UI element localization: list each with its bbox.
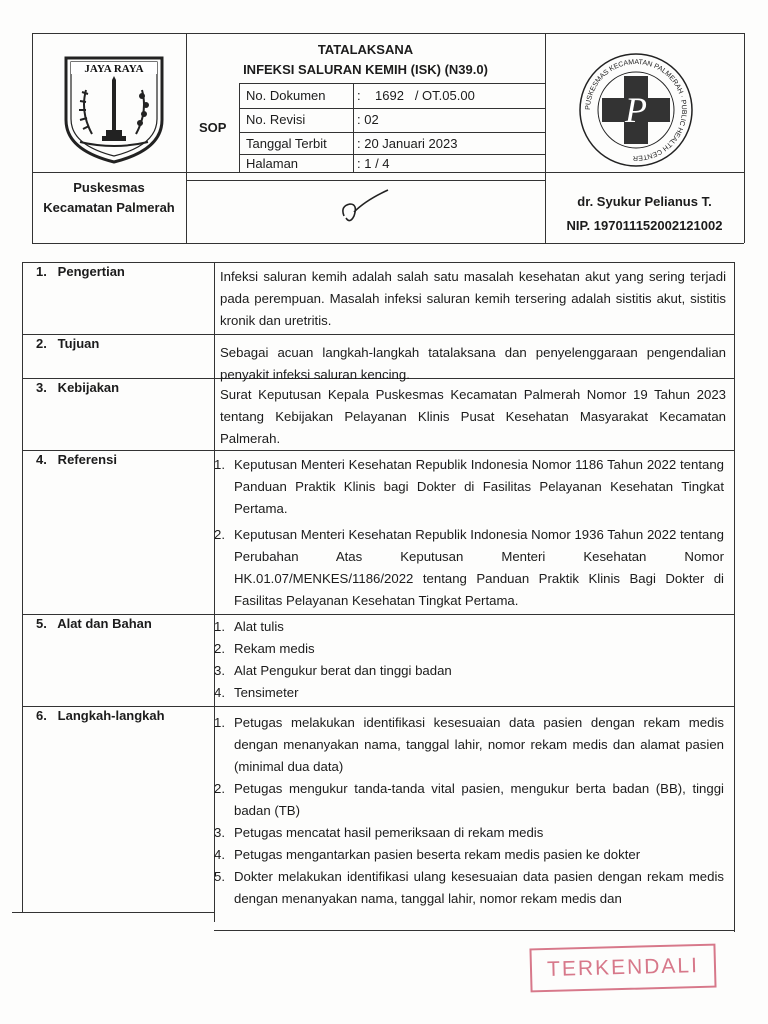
- list-item: 4. Tensimeter: [214, 685, 299, 700]
- signer-nip: NIP. 197011152002121002: [566, 218, 723, 233]
- doc-title-line2: INFEKSI SALURAN KEMIH (ISK) (N39.0): [243, 62, 488, 77]
- list-item: 2. Rekam medis: [214, 641, 315, 656]
- meta-value-halaman: : 1 / 4: [357, 156, 390, 171]
- terkendali-stamp: TERKENDALI: [529, 944, 716, 993]
- svg-text:PUSKESMAS KECAMATAN PALMERAH ·: PUSKESMAS KECAMATAN PALMERAH · PUBLIC HEALTH CENTER: [584, 58, 688, 162]
- signature-mark: [336, 186, 396, 235]
- section-langkah-label: 6. Langkah-langkah: [36, 708, 165, 723]
- doc-title-line1: TATALAKSANA: [317, 42, 414, 57]
- meta-label-tanggal: Tanggal Terbit: [246, 136, 327, 151]
- list-item: 5. Dokter melakukan identifikasi ulang kesesuaian data pasien dengan rekam medis dengan menanyakan nama, tanggal lahir, nomor rekam medis dan: [214, 869, 724, 906]
- meta-label-revisi: No. Revisi: [246, 112, 306, 127]
- list-item: 3. Petugas mencatat hasil pemeriksaan di rekam medis: [214, 825, 544, 840]
- list-item: 1. Petugas melakukan identifikasi kesesuaian data pasien dengan rekam medis dengan menanyakan nama, tanggal lahir, nomor rekam medis dan alamat pasien (minimal dua data): [214, 715, 724, 774]
- list-item: 3. Alat Pengukur berat dan tinggi badan: [214, 663, 452, 678]
- section-pengertian-label: 1. Pengertian: [36, 264, 125, 279]
- alat-list: [214, 616, 724, 704]
- puskesmas-palmerah-logo: [576, 50, 696, 170]
- list-item: 1. Alat tulis: [214, 619, 284, 634]
- meta-value-dokumen: : 1692 / OT.05.00: [357, 88, 475, 103]
- langkah-list: [214, 712, 724, 910]
- list-item: 4. Petugas mengantarkan pasien beserta rekam medis pasien ke dokter: [214, 847, 641, 862]
- section-kebijakan-label: 3. Kebijakan: [36, 380, 120, 395]
- referensi-list: [214, 454, 724, 612]
- meta-value-tanggal: : 20 Januari 2023: [357, 136, 458, 151]
- svg-text:P: P: [625, 90, 647, 130]
- meta-value-revisi: : 02: [357, 112, 379, 127]
- org-name: Puskesmas Kecamatan Palmerah: [43, 180, 175, 215]
- list-item: 2. Keputusan Menteri Kesehatan Republik Indonesia Nomor 1936 Tahun 2022 tentang Perubahan Atas Keputusan Menteri Kesehatan Nomor HK.01.07/MENKES/1186/2022 tentang Panduan Praktik Klinis Bagi Dokter di Fasilitas Pelayanan Kesehatan Tingkat Pertama.: [214, 527, 724, 608]
- jaya-raya-logo: [58, 50, 170, 166]
- section-tujuan-text: Sebagai acuan langkah-langkah tatalaksana dan penyelenggaraan pengendalian penyakit infeksi saluran kencing.: [220, 345, 726, 382]
- list-item: 1. Keputusan Menteri Kesehatan Republik Indonesia Nomor 1186 Tahun 2022 tentang Panduan Praktik Klinis bagi Dokter di Fasilitas Pelayanan Kesehatan Tingkat Pertama.: [214, 457, 724, 516]
- signer-name: dr. Syukur Pelianus T.: [577, 194, 712, 209]
- section-tujuan-label: 2. Tujuan: [36, 336, 100, 351]
- list-item: 2. Petugas mengukur tanda-tanda vital pasien, mengukur berta badan (BB), tinggi badan (TB): [214, 781, 724, 818]
- section-pengertian-text: Infeksi saluran kemih adalah salah satu masalah kesehatan akut yang sering terjadi pada perempuan. Masalah infeksi saluran kemih tersering adalah sistitis akut, sistitis kronik dan uretritis.: [220, 269, 726, 328]
- section-alat-label: 5. Alat dan Bahan: [36, 616, 152, 631]
- section-kebijakan-text: Surat Keputusan Kepala Puskesmas Kecamatan Palmerah Nomor 19 Tahun 2023 tentang Kebijakan Pelayanan Klinis Pusat Kesehatan Masyarakat Kecamatan Palmerah.: [220, 387, 726, 446]
- svg-text:JAYA RAYA: JAYA RAYA: [84, 63, 144, 75]
- section-referensi-label: 4. Referensi: [36, 452, 117, 467]
- sop-label: SOP: [199, 120, 227, 135]
- meta-label-dokumen: No. Dokumen: [246, 88, 326, 103]
- meta-label-halaman: Halaman: [246, 156, 299, 171]
